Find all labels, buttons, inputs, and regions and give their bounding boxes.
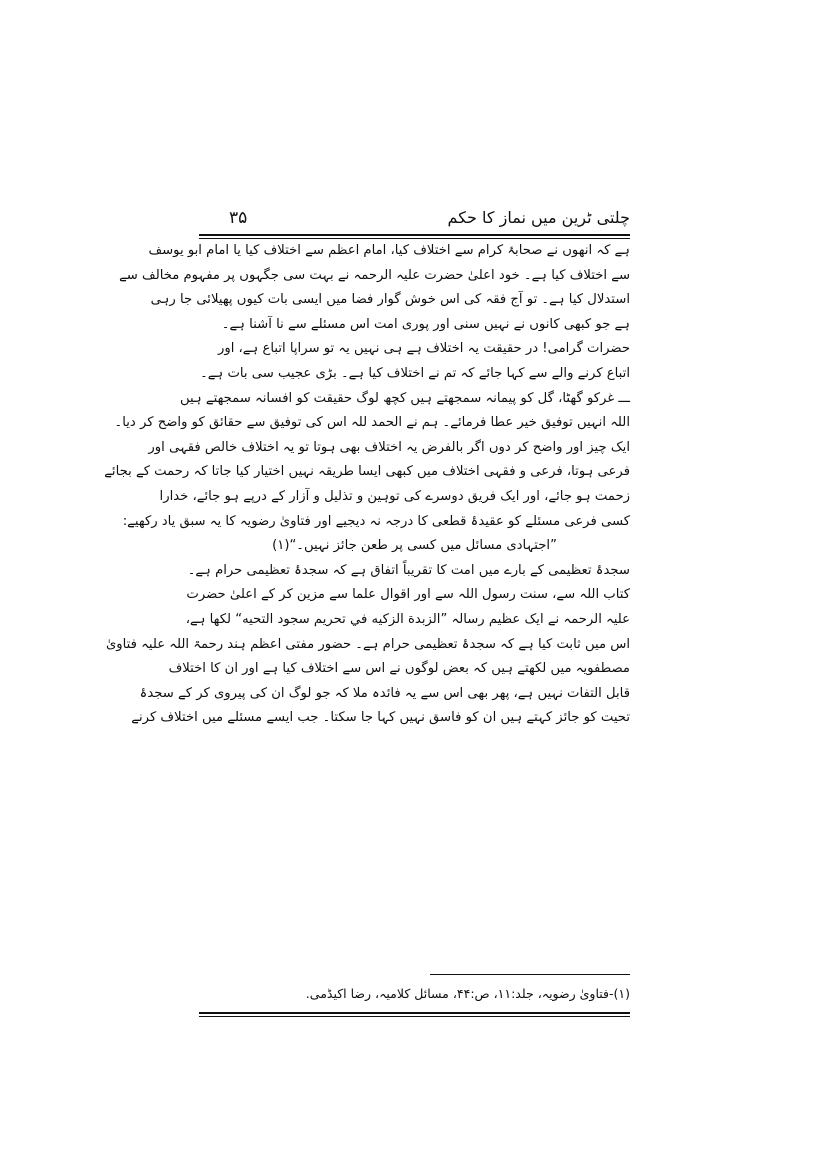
body-line: اس میں ثابت کیا ہے کہ سجدۂ تعظیمی حرام ہے۔ حضور مفتی اعظم ہند رحمۃ اللہ علیہ فتاویٰ [105,636,630,652]
running-title: چلتی ٹرین میں نماز کا حکم [447,208,630,227]
body-text [104,239,630,731]
verse-line: ـــ غرکو گھٹا، گل کو پیمانہ سمجھتے ہیں کچھ لوگ حقیقت کو افسانہ سمجھتے ہیں [179,390,630,406]
footnote-separator [430,974,630,975]
body-line: اتباع کرنے والے سے کہا جائے کہ تم نے اختلاف کیا ہے۔ بڑی عجیب سی بات ہے۔ [200,365,630,381]
body-line: حضرات گرامی! در حقیقت یہ اختلاف ہے ہی نہیں یہ تو سراپا اتباع ہے، اور [217,341,630,357]
quote-line: ”اجتہادی مسائل میں کسی پر طعن جائز نہیں۔“(۱) [272,538,557,554]
body-line: ایک چیز اور واضح کر دوں اگر بالفرض یہ اختلاف بھی ہوتا تو یہ اختلاف خالص فقہی اور [148,439,630,455]
body-line: ہے کہ انھوں نے صحابۂ کرام سے اختلاف کیا، امام اعظم سے اختلاف کیا یا امام ابو یوسف [148,243,630,258]
body-line: علیہ الرحمہ نے ایک عظیم رسالہ ”الزبدة الزكيه في تحريم سجود التحيه“ لکھا ہے، [185,611,630,627]
body-line: ہے جو کبھی کانوں نے نہیں سنی اور پوری امت اس مسئلے سے نا آشنا ہے۔ [221,316,630,332]
body-line: مصطفویہ میں لکھتے ہیں کہ بعض لوگوں نے اس سے اختلاف کیا ہے اور ان کا اختلاف [168,661,630,677]
body-line: سجدۂ تعظیمی کے بارے میں امت کا تقریباً اتفاق ہے کہ سجدۂ تعظیمی حرام ہے۔ [187,562,630,578]
page-header [199,203,630,233]
body-line: سے اختلاف کیا ہے۔ خود اعلیٰ حضرت علیہ الرحمہ نے بہت سی جگہوں پر مفہوم مخالف سے [119,267,630,283]
body-line: زحمت ہو جائے، اور ایک فریق دوسرے کی توہین و تذلیل و آزار کے درپے ہو جائے، خدارا [159,488,630,504]
body-line: استدلال کیا ہے۔ تو آج فقہ کی اس خوش گوار فضا میں ایسی بات کیوں پھیلائی جا رہی [150,292,630,308]
body-line: قابل التفات نہیں ہے، پھر بھی اس سے یہ فائدہ ملا کہ جو لوگ ان کی پیروی کر کے سجدۂ [139,685,630,701]
body-line: تحیت کو جائز کہتے ہیں ان کو فاسق نہیں کہا جا سکتا۔ جب ایسے مسئلے میں اختلاف کرنے [131,710,630,726]
body-line: فرعی ہوتا، فرعی و فقہی اختلاف میں کبھی ایسا طریقہ نہیں اختیار کیا جاتا کہ رحمت کے بجائے [104,464,630,480]
footer-rule [199,1012,630,1017]
footnote: (۱)-فتاویٰ رضویہ، جلد:۱۱، ص:۴۴، مسائل کلامیہ، رضا اکیڈمی. [305,986,630,1001]
body-line: اللہ انہیں توفیق خیر عطا فرمائے۔ ہم نے الحمد للہ اس کی توفیق سے حقائق کو واضح کر دیا۔ [114,415,630,431]
body-line: کسی فرعی مسئلے کو عقیدۂ قطعی کا درجہ نہ دیجیے اور فتاویٰ رضویہ کا یہ سبق یاد رکھیے: [122,513,630,529]
page-number: ۳۵ [229,208,248,228]
body-line: کتاب اللہ سے، سنت رسول اللہ سے اور اقوال علما سے مزین کر کے اعلیٰ حضرت [186,587,630,603]
